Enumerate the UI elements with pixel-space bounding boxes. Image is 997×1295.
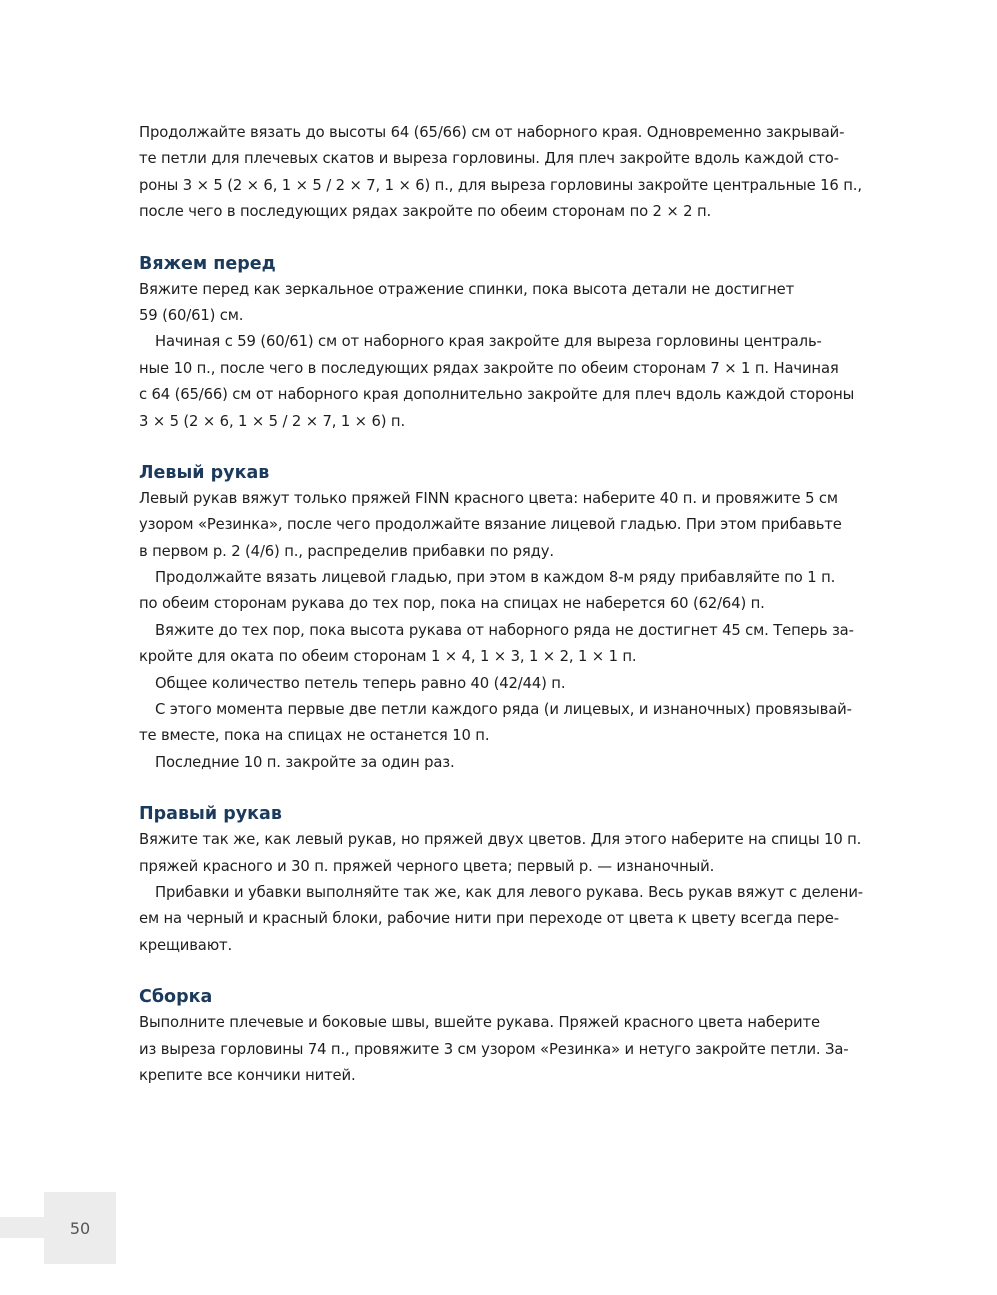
text-line: Левый рукав вяжут только пряжей FINN красного цвета: наберите 40 п. и провяжите 5 см [139,489,838,507]
text-line: кройте для оката по обеим сторонам 1 × 4, 1 × 3, 1 × 2, 1 × 1 п. [139,648,637,666]
text-line: с 64 (65/66) см от наборного края дополнительно закройте для плеч вдоль каждой стороны [139,386,855,404]
text-line: роны 3 × 5 (2 × 6, 1 × 5 / 2 × 7, 1 × 6) п., для выреза горловины закройте центральные 16 п., [139,176,862,194]
text-line: ные 10 п., после чего в последующих рядах закройте по обеим сторонам 7 × 1 п. Начиная [139,359,839,377]
section-front [139,251,874,435]
text-line: Продолжайте вязать до высоты 64 (65/66) см от наборного края. Одновременно закрывай- [139,124,845,141]
text-line: Продолжайте вязать лицевой гладью, при этом в каждом 8-м ряду прибавляйте по 1 п. [155,569,836,587]
text-line: Вяжите так же, как левый рукав, но пряжей двух цветов. Для этого наберите на спицы 10 п. [139,831,862,849]
text-line: Начиная с 59 (60/61) см от наборного края закройте для выреза горловины централь- [155,333,822,351]
text-line: после чего в последующих рядах закройте по обеим сторонам по 2 × 2 п. [139,203,712,221]
section-left-sleeve [139,460,874,776]
page-content [139,120,874,1089]
page-number-strip [0,1217,44,1238]
text-line: Прибавки и убавки выполняйте так же, как для левого рукава. Весь рукав вяжут с делени- [155,883,863,901]
section-heading: Вяжем перед [139,253,276,274]
text-line: Вяжите перед как зеркальное отражение спинки, пока высота детали не достигнет [139,280,795,298]
text-line: ем на черный и красный блоки, рабочие нити при переходе от цвета к цвету всегда пере- [139,910,839,928]
intro-paragraph [139,120,874,226]
page-number: 50 [69,1218,91,1238]
section-assembly [139,984,874,1089]
section-right-sleeve [139,801,874,959]
text-line: по обеим сторонам рукава до тех пор, пока на спицах не наберется 60 (62/64) п. [139,595,765,613]
text-line: узором «Резинка», после чего продолжайте вязание лицевой гладью. При этом прибавьте [139,516,842,534]
page-number-box [44,1192,116,1264]
section-heading: Правый рукав [139,804,282,825]
text-line: пряжей красного и 30 п. пряжей черного цвета; первый р. — изнаночный. [139,857,715,875]
text-line: С этого момента первые две петли каждого ряда (и лицевых, и изнаночных) провязывай- [155,701,852,719]
text-line: из выреза горловины 74 п., провяжите 3 см узором «Резинка» и нетуго закройте петли. За- [139,1040,849,1058]
text-line: те петли для плечевых скатов и выреза горловины. Для плеч закройте вдоль каждой сто- [139,150,839,168]
text-line: Последние 10 п. закройте за один раз. [155,753,455,771]
text-line: 3 × 5 (2 × 6, 1 × 5 / 2 × 7, 1 × 6) п. [139,412,406,430]
text-line: Выполните плечевые и боковые швы, вшейте рукава. Пряжей красного цвета наберите [139,1014,820,1032]
text-line: Вяжите до тех пор, пока высота рукава от наборного ряда не достигнет 45 см. Теперь за- [155,621,854,639]
section-heading: Левый рукав [139,462,270,483]
text-line: крепите все кончики нитей. [139,1066,356,1084]
text-line: те вместе, пока на спицах не останется 10 п. [139,727,490,745]
text-line: 59 (60/61) см. [139,306,244,324]
section-heading: Сборка [139,987,213,1008]
text-line: Общее количество петель теперь равно 40 (42/44) п. [155,674,566,692]
text-line: в первом р. 2 (4/6) п., распределив прибавки по ряду. [139,542,554,560]
text-line: крещивают. [139,936,233,954]
